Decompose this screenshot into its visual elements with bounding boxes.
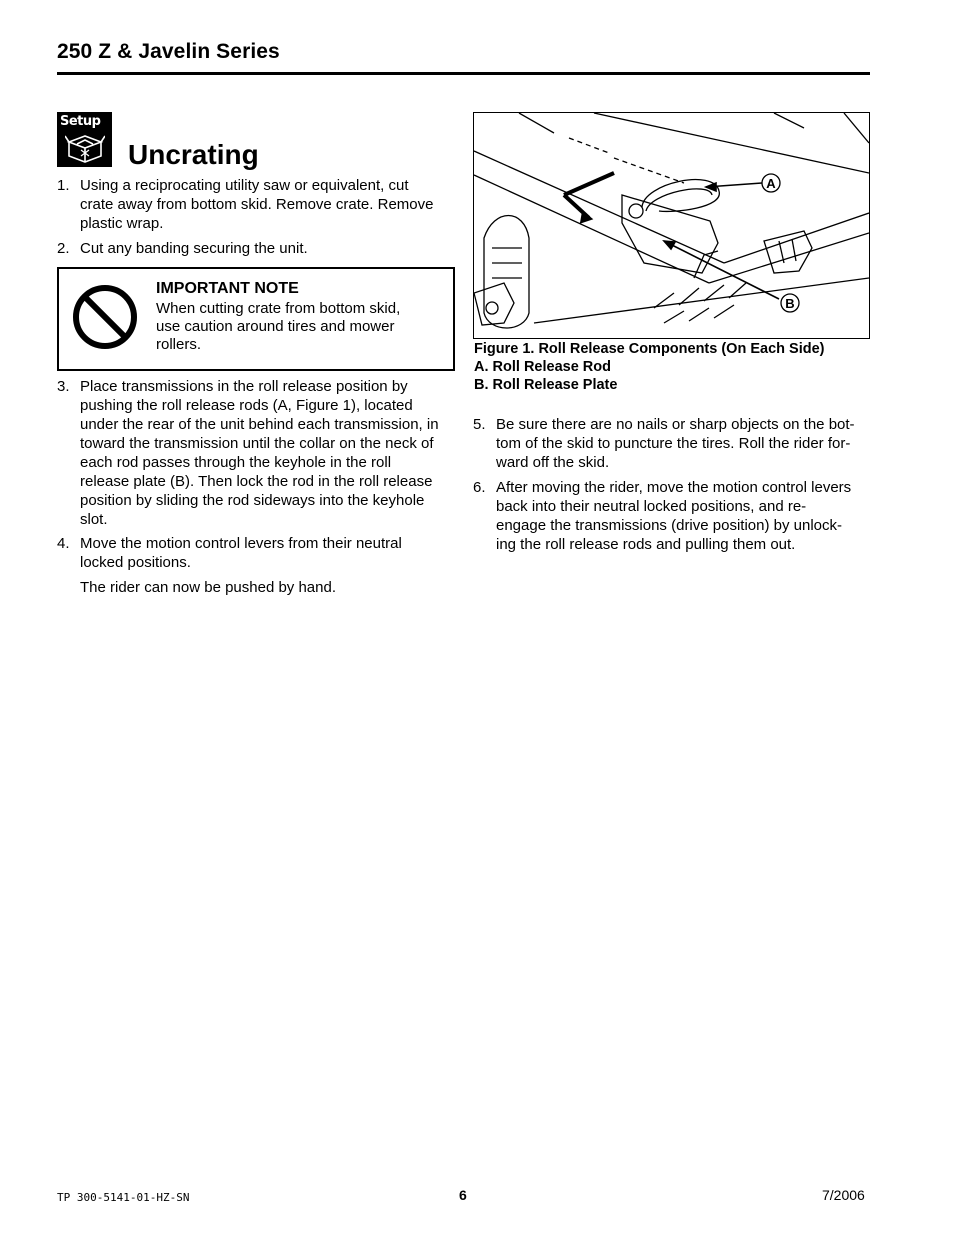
- step-number: 4.: [57, 535, 70, 552]
- step-text: [496, 415, 855, 472]
- step-line: crate away from bottom skid. Remove crate. Remove: [80, 196, 434, 213]
- step-text: [80, 377, 439, 529]
- step-line: Using a reciprocating utility saw or equivalent, cut: [80, 177, 409, 194]
- step-line: ward off the skid.: [496, 454, 610, 471]
- setup-badge: [57, 112, 112, 167]
- step-line: position by sliding the rod sideways into the keyhole: [80, 492, 425, 509]
- step-line: toward the transmission until the collar on the neck of: [80, 435, 434, 452]
- step-line: each rod passes through the keyhole in the roll: [80, 454, 392, 471]
- step-line: tom of the skid to puncture the tires. Roll the rider for-: [496, 435, 851, 452]
- step-line: plastic wrap.: [80, 215, 164, 232]
- step-number: 2.: [57, 240, 70, 257]
- prohibition-icon: [71, 283, 139, 351]
- step-line: engage the transmissions (drive position) by unlock-: [496, 517, 843, 534]
- callout-b: [781, 294, 799, 312]
- roll-release-illustration: [474, 113, 869, 338]
- note-text: [156, 300, 436, 354]
- step-line: Place transmissions in the roll release position by: [80, 378, 408, 395]
- figure-roll-release: [473, 112, 870, 339]
- footer-doc-number: TP 300-5141-01-HZ-SN: [57, 1191, 190, 1204]
- callout-a: [762, 174, 780, 192]
- note-line: When cutting crate from bottom skid,: [156, 300, 401, 317]
- setup-label: Setup: [60, 114, 101, 129]
- header-title: 250 Z & Javelin Series: [57, 40, 280, 63]
- callout-a-label: A: [766, 176, 776, 191]
- open-box-icon: [65, 130, 105, 164]
- important-note-box: [57, 267, 455, 371]
- step-line: release plate (B). Then lock the rod in the roll release: [80, 473, 433, 490]
- step-line: After moving the rider, move the motion control levers: [496, 479, 852, 496]
- step-line: Be sure there are no nails or sharp objects on the bot-: [496, 416, 855, 433]
- step-number: 6.: [473, 479, 486, 496]
- step-line: pushing the roll release rods (A, Figure 1), located: [80, 397, 413, 414]
- header-rule: [57, 72, 870, 75]
- step-line: slot.: [80, 511, 108, 528]
- step-followup: The rider can now be pushed by hand.: [80, 579, 337, 596]
- note-line: use caution around tires and mower: [156, 318, 395, 335]
- step-line: Cut any banding securing the unit.: [80, 240, 308, 257]
- step-text: [80, 239, 308, 258]
- step-text: [496, 478, 851, 554]
- caption-line: Figure 1. Roll Release Components (On Each Side): [474, 341, 825, 357]
- caption-line: B. Roll Release Plate: [474, 377, 618, 393]
- section-title: Uncrating: [128, 139, 259, 170]
- step-text: [80, 534, 402, 597]
- step-line: back into their neutral locked positions, and re-: [496, 498, 807, 515]
- step-line: locked positions.: [80, 554, 191, 571]
- step-line: under the rear of the unit behind each transmission, in: [80, 416, 439, 433]
- note-line: rollers.: [156, 336, 202, 353]
- note-title: IMPORTANT NOTE: [156, 280, 299, 297]
- caption-line: A. Roll Release Rod: [474, 359, 611, 375]
- step-text: [80, 176, 433, 233]
- footer-page-number: 6: [459, 1187, 467, 1203]
- callout-b-label: B: [785, 296, 795, 311]
- step-line: Move the motion control levers from their neutral: [80, 535, 402, 552]
- step-number: 3.: [57, 378, 70, 395]
- step-number: 1.: [57, 177, 70, 194]
- figure-caption: [474, 340, 825, 394]
- step-number: 5.: [473, 416, 486, 433]
- footer-date: 7/2006: [822, 1187, 865, 1203]
- step-line: ing the roll release rods and pulling them out.: [496, 536, 796, 553]
